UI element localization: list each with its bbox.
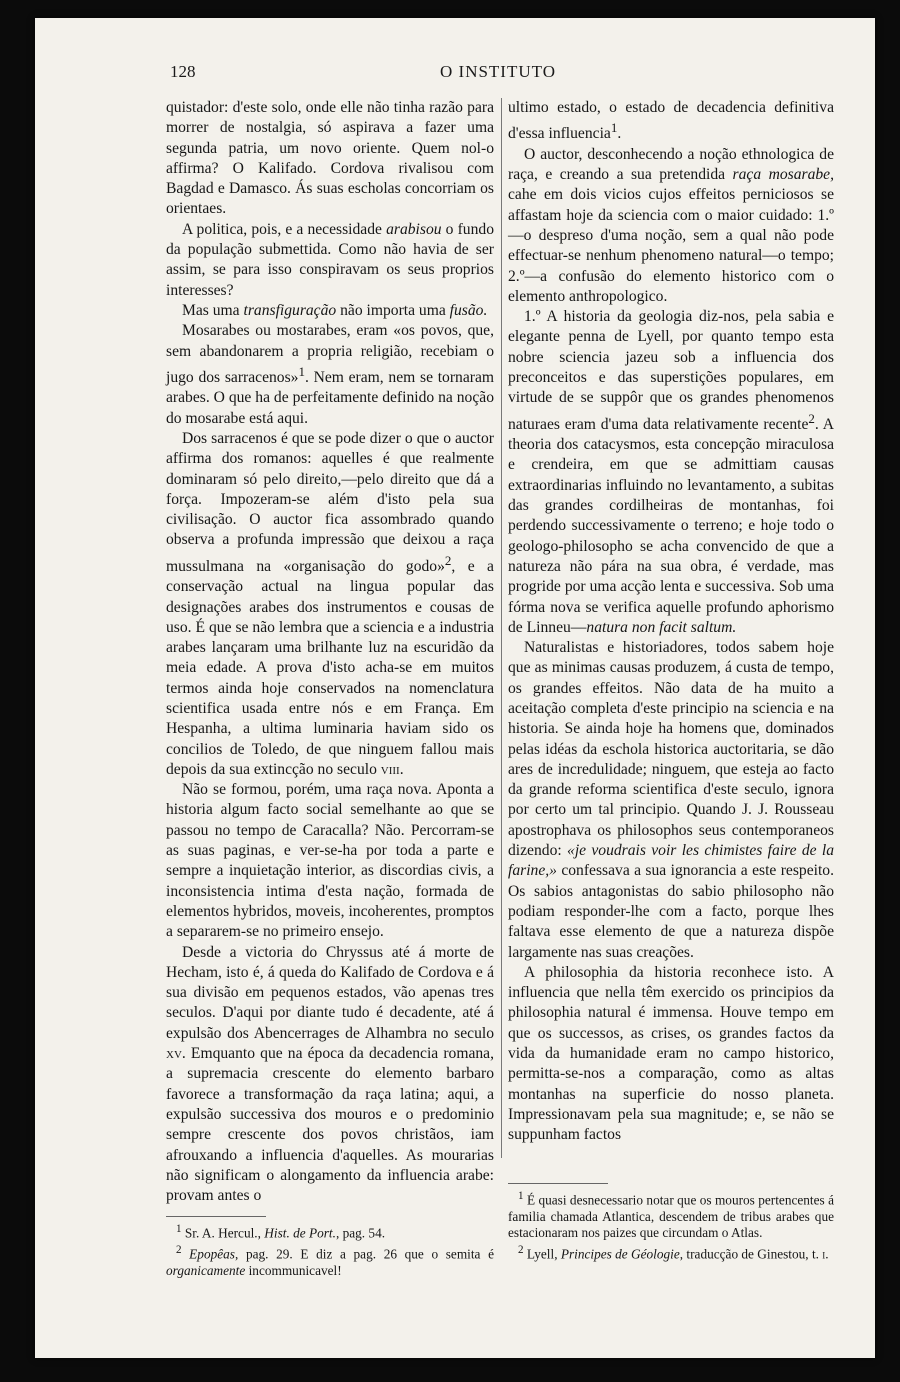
- paragraph: 1.º A historia da geologia diz-nos, pela sabia e elegante penna de Lyell, por quanto tempo esta nobre sciencia jazeu sob a influencia dos preconceitos e das superstições populares, em virtude de se suppôr que os grandes phenomenos naturaes eram d'uma data relativamente recente$^2$. A theoria dos catacysmos, esta concepção miraculosa e crendeira, em que se admittiam causas extraordinarias influindo no levantamento, a subitas das grandes cordilheiras de montanhas, foi perdendo successivamente o terreno; e hoje todo o geologo-philosopho se acha convencido de que a natureza não pára na sua obra, é verdade, mas progride por uma acção lenta e successiva. Sob uma fórma nova se verifica aquelle profundo aphorismo de Linneu—natura non facit saltum.: [508, 308, 834, 636]
- footnote: $^2$ Epopêas, pag. 29. E diz a pag. 26 que o semita é organicamente incommunicavel!: [166, 1243, 494, 1278]
- footnotes-right: [508, 1183, 834, 1263]
- page-number: 128: [170, 62, 196, 81]
- footnote-separator: [166, 1216, 266, 1217]
- paragraph: A philosophia da historia reconhece isto. A influencia que nella têm exercido os principios da philosophia natural é immensa. Houve tempo em que os successos, as crises, os grandes factos da vida da humanidade eram no campo historico, permitta-se-nos a comparação, como as altas montanhas na superficie do nosso planeta. Impressionavam pela sua magnitude; e, se não se suppunham factos: [508, 963, 834, 1144]
- paragraph: Desde a victoria do Chryssus até á morte de Hecham, isto é, á queda do Kalifado de Cordova e á sua divisão em pequenos estados, vão apenas tres seculos. D'aqui por diante tudo é decadente, até á expulsão dos Abencerrages de Alhambra no seculo xv. Emquanto que na época da decadencia romana, a supremacia crescente do elemento barbaro favorece a transformação da raça latina; aqui, a expulsão successiva dos mouros e o predominio sempre crescente dos povos christãos, iam afrouxando a influencia d'aquelles. As mourarias não significam o alongamento da influencia arabe: provam antes o: [166, 943, 494, 1205]
- paragraph: Naturalistas e historiadores, todos sabem hoje que as minimas causas produzem, á custa de tempo, os grandes effeitos. Não data de ha muito a aceitação completa d'este principio na sciencia e na historia. Se ainda hoje ha homens que, dominados pelas idéas da eschola historica auctoritaria, se dão ares de incredulidade; ninguem, que esteja ao facto da grande reforma scientifica d'este seculo, ignora por certo um tal principio. Quando J. J. Rousseau apostrophava os philosophos seus contemporaneos dizendo: «je voudrais voir les chimistes faire de la farine,» confessava a sua ignorancia a este respeito. Os sabios antagonistas do sabio philosopho não podiam responder-lhe com a facto, porque lhes faltava esse elemento de que a natureza dispõe largamente nas suas creações.: [508, 639, 835, 961]
- footnote: $^2$ Lyell, Principes de Géologie, traducção de Ginestou, t. i.: [518, 1243, 829, 1262]
- footnote-ref: 2: [808, 410, 815, 426]
- paragraph: Mosarabes ou mostarabes, eram «os povos, que, sem abandonarem a propria religião, recebiam o jugo dos sarracenos»$^1$. Nem eram, nem se tornaram arabes. O que ha de perfeitamente definido na noção do mosarabe está aqui.: [166, 322, 495, 427]
- footnotes-left: [166, 1216, 494, 1279]
- footnote: $^1$ Sr. A. Hercul., Hist. de Port., pag. 54.: [176, 1223, 386, 1241]
- right-column: [508, 98, 834, 1146]
- footnote-separator: [508, 1183, 608, 1184]
- footnote-ref: 2: [444, 552, 452, 568]
- footnote: $^1$ É quasi desnecessario notar que os mouros pertencentes á familia chamada Atlantica, descendem de tribus arabes que estacionaram nos paizes que circundam o Atlas.: [508, 1190, 834, 1241]
- footnote-ref: 1: [610, 120, 618, 136]
- paragraph: Não se formou, porém, uma raça nova. Aponta a historia algum facto social semelhante ao que se passou no tempo de Caracalla? Não. Percorram-se as suas paginas, e ver-se-ha por toda a parte e sempre a inquietação interior, as discordias civis, a inconsistencia intima d'esta nação, formada de elementos hybridos, moveis, incoherentes, promptos a separarem-se no primeiro ensejo.: [166, 781, 494, 941]
- paragraph: ultimo estado, o estado de decadencia definitiva d'essa influencia$^1$.: [508, 99, 834, 143]
- left-column: [166, 98, 494, 1206]
- column-divider: [501, 98, 502, 1158]
- paragraph: Dos sarracenos é que se pode dizer o que o auctor affirma dos romanos: aquelles é que realmente dominaram só pelo direito,—pelo direito que dá a força. Impozeram-se além d'isto pela sua civilisação. O auctor fica assombrado quando observa a profunda impressão que deixou a raça mussulmana na «organisação do godo»$^2$, e a conservação actual na lingua popular das designações arabes dos instrumentos e cousas de uso. É que se não lembra que a sciencia e a industria arabes lançaram uma brilhante luz na escuridão da meia edade. A prova d'isto acha-se em muitos termos ainda hoje conservados na nomenclatura scientifica usada entre nós e em França. Em Hespanha, a ultima luminaria haviam sido os concilios de Toledo, de que ninguem fallou mais depois da sua extincção no seculo viii.: [166, 429, 494, 778]
- footnote-ref: 1: [298, 363, 305, 379]
- running-title: O INSTITUTO: [440, 62, 556, 81]
- paragraph: A politica, pois, e a necessidade arabisou o fundo da população submettida. Como não havia de ser assim, se para isso conspiravam os seus proprios interesses?: [166, 220, 494, 299]
- paragraph: quistador: d'este solo, onde elle não tinha razão para morrer de nostalgia, só aspirava a fazer uma segunda patria, um novo oriente. Quem nol-o affirma? O Kalifado. Cordova rivalisou com Bagdad e Damasco. Ás suas escholas concorriam os orientaes.: [166, 99, 494, 218]
- paragraph: Mas uma transfiguração não importa uma fusão.: [182, 301, 488, 319]
- paragraph: O auctor, desconhecendo a noção ethnologica de raça, e creando a sua pretendida raça mosarabe, cahe em dois vicios cujos effeitos perniciosos se affastam hoje da sciencia com o maior cuidado: 1.º—o despreso d'uma noção, sem a qual não pode effectuar-se nenhum phenomeno natural—o tempo; 2.º—a confusão do elemento historico com o elemento anthropologico.: [508, 145, 835, 305]
